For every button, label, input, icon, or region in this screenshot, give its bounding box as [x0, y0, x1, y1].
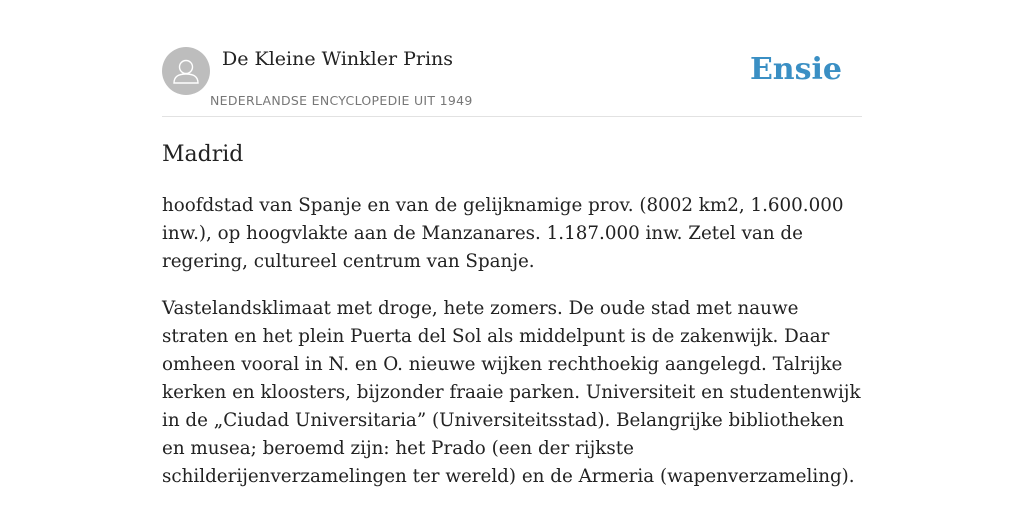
avatar[interactable]	[162, 47, 210, 95]
brand-logo[interactable]: Ensie	[749, 52, 842, 87]
article-paragraph: Vastelandsklimaat met droge, hete zomers. De oude stad met nauwe straten en het plein Puerta del Sol als middelpunt is de zakenwijk. Daar omheen vooral in N. en O. nieuwe wijken rechthoekig aangelegd. Talrijke kerken en kloosters, bijzonder fraaie parken. Universiteit en studentenwijk in de „Ciudad Universitaria” (Universiteitsstad). Belangrijke bibliotheken en musea; beroemd zijn: het Prado (een der rijkste schilderijenverzamelingen ter wereld) en de Armeria (wapenverzameling).	[162, 298, 861, 487]
user-icon	[162, 47, 210, 95]
source-subtitle: NEDERLANDSE ENCYCLOPEDIE UIT 1949	[210, 93, 473, 108]
header	[162, 46, 862, 117]
source-title[interactable]: De Kleine Winkler Prins	[222, 48, 454, 70]
article-title: Madrid	[162, 142, 244, 167]
article-paragraph: hoofdstad van Spanje en van de gelijknamige prov. (8002 km2, 1.600.000 inw.), op hoogvlakte aan de Manzanares. 1.187.000 inw. Zetel van de regering, cultureel centrum van Spanje.	[162, 195, 844, 272]
page	[162, 0, 862, 512]
